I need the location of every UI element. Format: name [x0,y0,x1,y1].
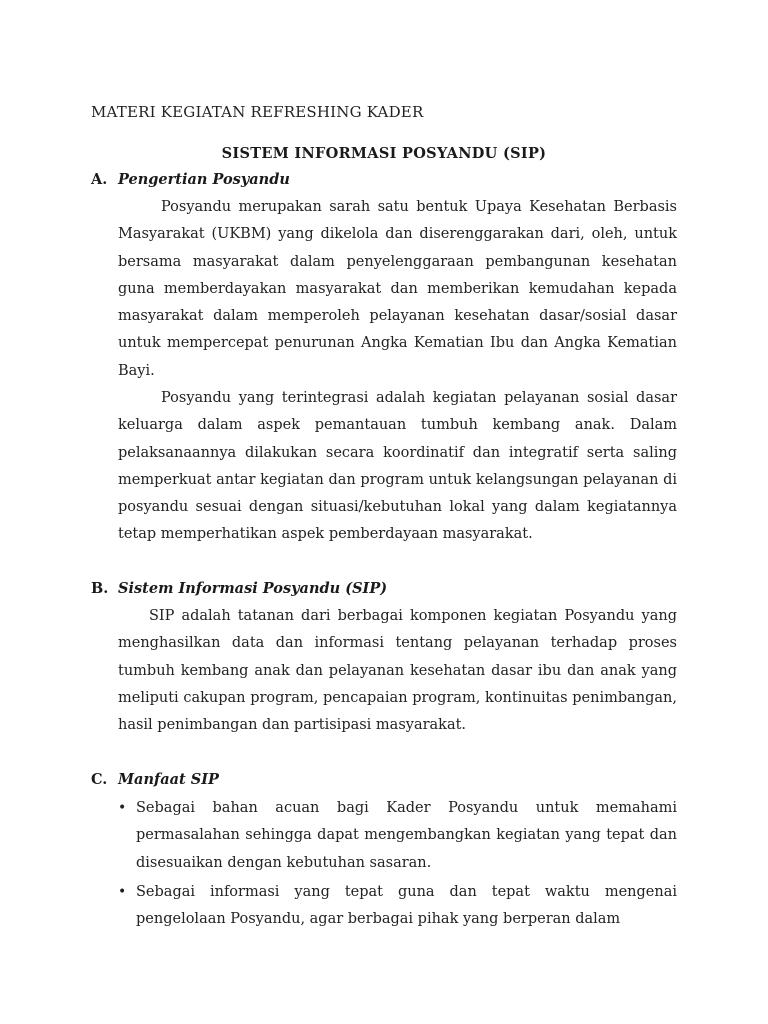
section-a-letter: A. [91,171,108,188]
document-title: SISTEM INFORMASI POSYANDU (SIP) [221,145,547,162]
section-b-letter: B. [91,580,109,597]
section-a-title: Pengertian Posyandu [118,171,290,188]
section-a-heading [91,171,290,188]
section-c-letter: C. [91,771,108,788]
section-c-bullet-list [118,795,677,933]
section-a-paragraph-2: Posyandu yang terintegrasi adalah kegiatan pelayanan sosial dasar keluarga dalam aspek pemantauan tumbuh kembang anak. Dalam pelaksanaannya dilakukan secara koordinatif dan integratif serta saling memperkuat antar kegiatan dan program untuk kelangsungan pelayanan di posyandu sesuai dengan situasi/kebutuhan lokal yang dalam kegiatannya tetap memperhatikan aspek pemberdayaan masyarakat. [118,390,677,543]
section-a-paragraph-1: Posyandu merupakan sarah satu bentuk Upaya Kesehatan Berbasis Masyarakat (UKBM) yang dikelola dan diserenggarakan dari, oleh, untuk bersama masyarakat dalam penyelenggaraan pembangunan kesehatan guna memberdayakan masyarakat dan memberikan kemudahan kepada masyarakat dalam memperoleh pelayanan kesehatan dasar/sosial dasar untuk mempercepat penurunan Angka Kematian Ibu dan Angka Kematian Bayi. [118,199,677,379]
bullet-icon: • [118,883,127,900]
bullet-icon: • [118,800,127,816]
list-item [118,879,677,934]
document-header: MATERI KEGIATAN REFRESHING KADER [91,103,424,121]
list-item [118,795,677,877]
section-b-heading [91,580,387,597]
bullet-text-1: Sebagai bahan acuan bagi Kader Posyandu untuk memahami permasalahan sehingga dapat mengembangkan kegiatan yang tepat dan disesuaikan dengan kebutuhan sasaran. [136,800,677,871]
bullet-text-2: Sebagai informasi yang tepat guna dan tepat waktu mengenai pengelolaan Posyandu, agar berbagai pihak yang berperan dalam [136,883,677,928]
section-b-paragraph-1: SIP adalah tatanan dari berbagai komponen kegiatan Posyandu yang menghasilkan data dan informasi tentang pelayanan terhadap proses tumbuh kembang anak dan pelayanan kesehatan dasar ibu dan anak yang meliputi cakupan program, pencapaian program, kontinuitas penimbangan, hasil penimbangan dan partisipasi masyarakat. [118,608,677,734]
section-b-title: Sistem Informasi Posyandu (SIP) [118,580,388,597]
section-c-heading [91,771,219,788]
section-c-title: Manfaat SIP [118,771,219,788]
